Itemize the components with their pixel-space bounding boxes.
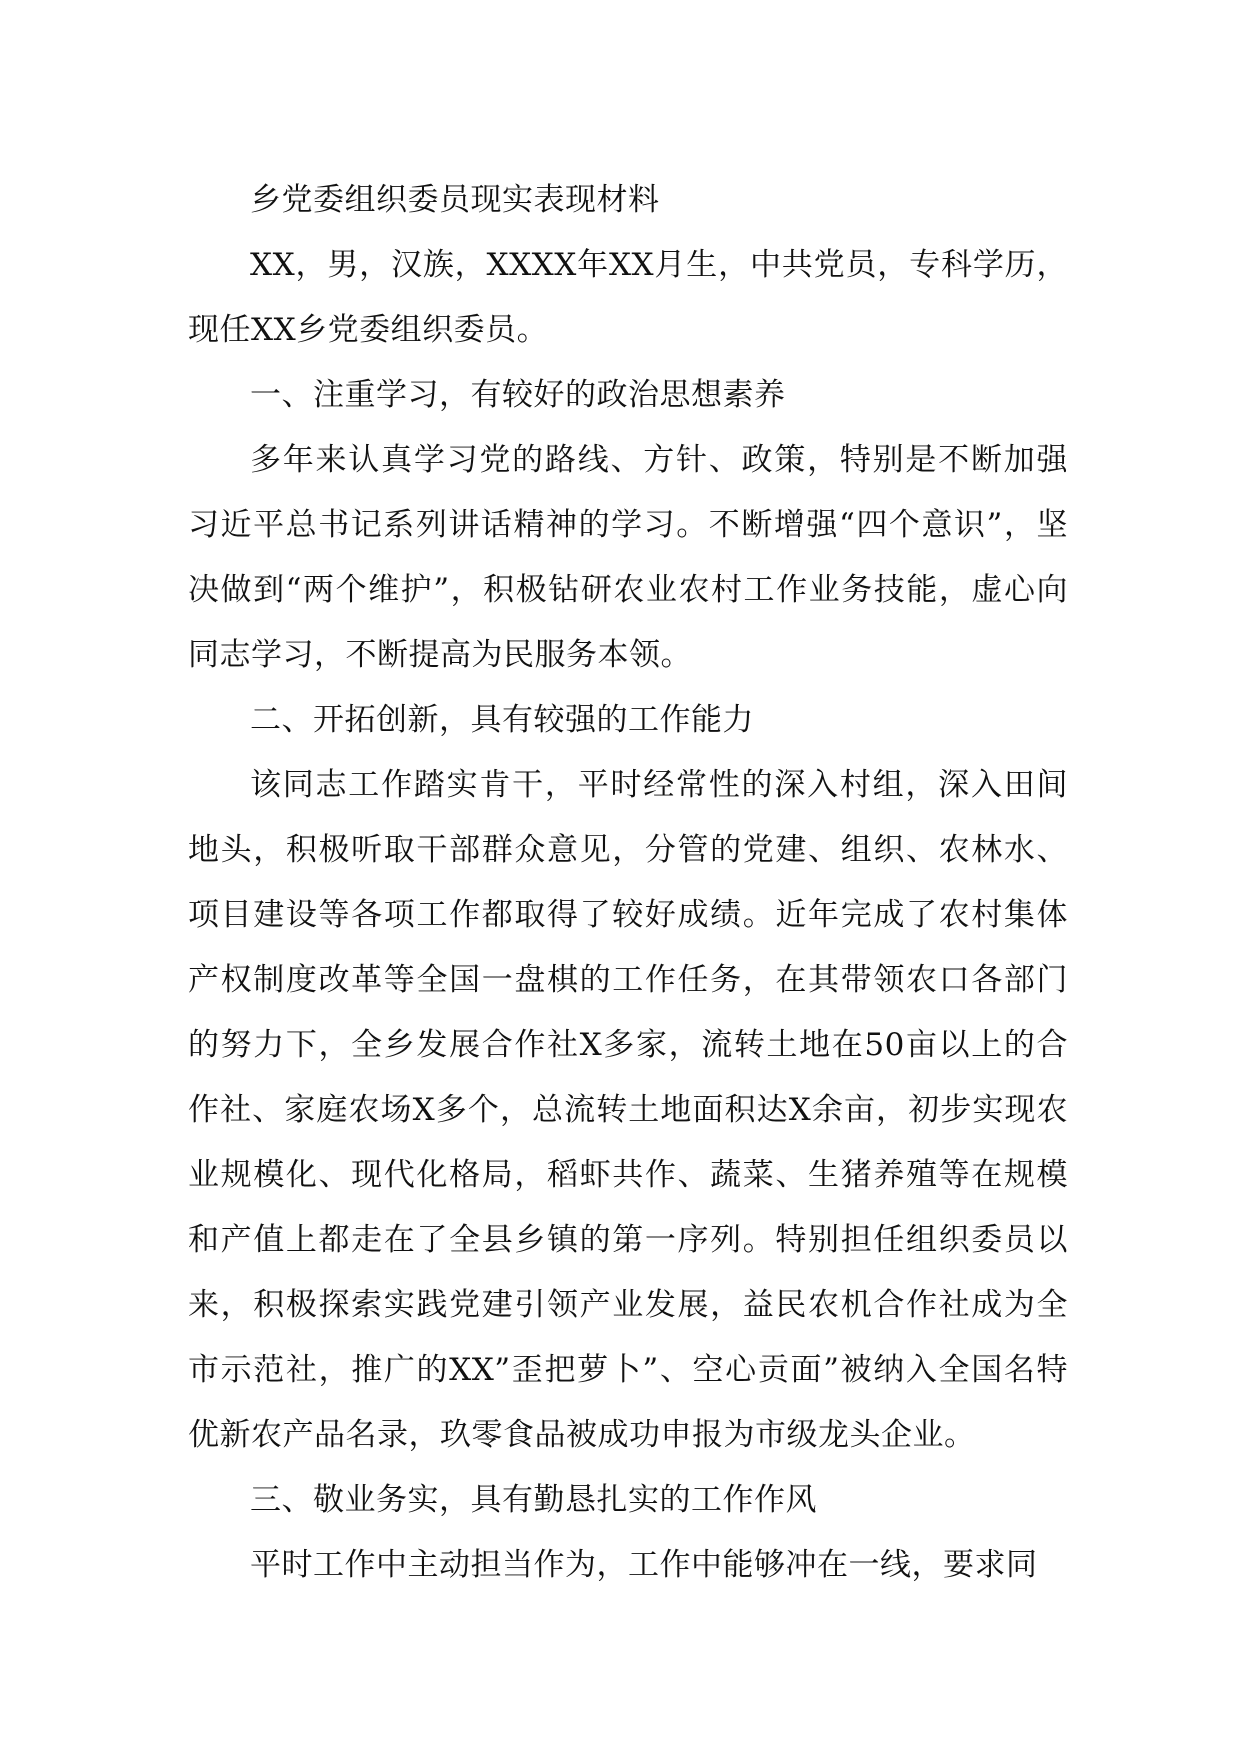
section-body-3: 平时工作中主动担当作为，工作中能够冲在一线，要求同 <box>250 1547 1038 1583</box>
section-heading-2: 二、开拓创新，具有较强的工作能力 <box>250 702 754 738</box>
intro-paragraph: XX，男，汉族，XXXX年XX月生，中共党员，专科学历，现任XX乡党委组织委员。 <box>188 247 1068 348</box>
document-body <box>188 168 1068 1598</box>
section-body-1: 多年来认真学习党的路线、方针、政策，特别是不断加强习近平总书记系列讲话精神的学习。不断增强“四个意识”，坚决做到“两个维护”，积极钻研农业农村工作业务技能，虚心向同志学习，不断提高为民服务本领。 <box>188 442 1068 673</box>
section-heading-1: 一、注重学习，有较好的政治思想素养 <box>250 377 786 413</box>
document-title: 乡党委组织委员现实表现材料 <box>250 182 660 218</box>
section-body-2: 该同志工作踏实肯干，平时经常性的深入村组，深入田间地头，积极听取干部群众意见，分管的党建、组织、农林水、项目建设等各项工作都取得了较好成绩。近年完成了农村集体产权制度改革等全国一盘棋的工作任务，在其带领农口各部门的努力下，全乡发展合作社X多家，流转土地在50亩以上的合作社、家庭农场X多个，总流转土地面积达X余亩，初步实现农业规模化、现代化格局，稻虾共作、蔬菜、生猪养殖等在规模和产值上都走在了全县乡镇的第一序列。特别担任组织委员以来，积极探索实践党建引领产业发展，益民农机合作社成为全市示范社，推广的XX”歪把萝卜”、空心贡面”被纳入全国名特优新农产品名录，玖零食品被成功申报为市级龙头企业。 <box>188 767 1068 1453</box>
section-heading-3: 三、敬业务实，具有勤恳扎实的工作作风 <box>250 1482 817 1518</box>
